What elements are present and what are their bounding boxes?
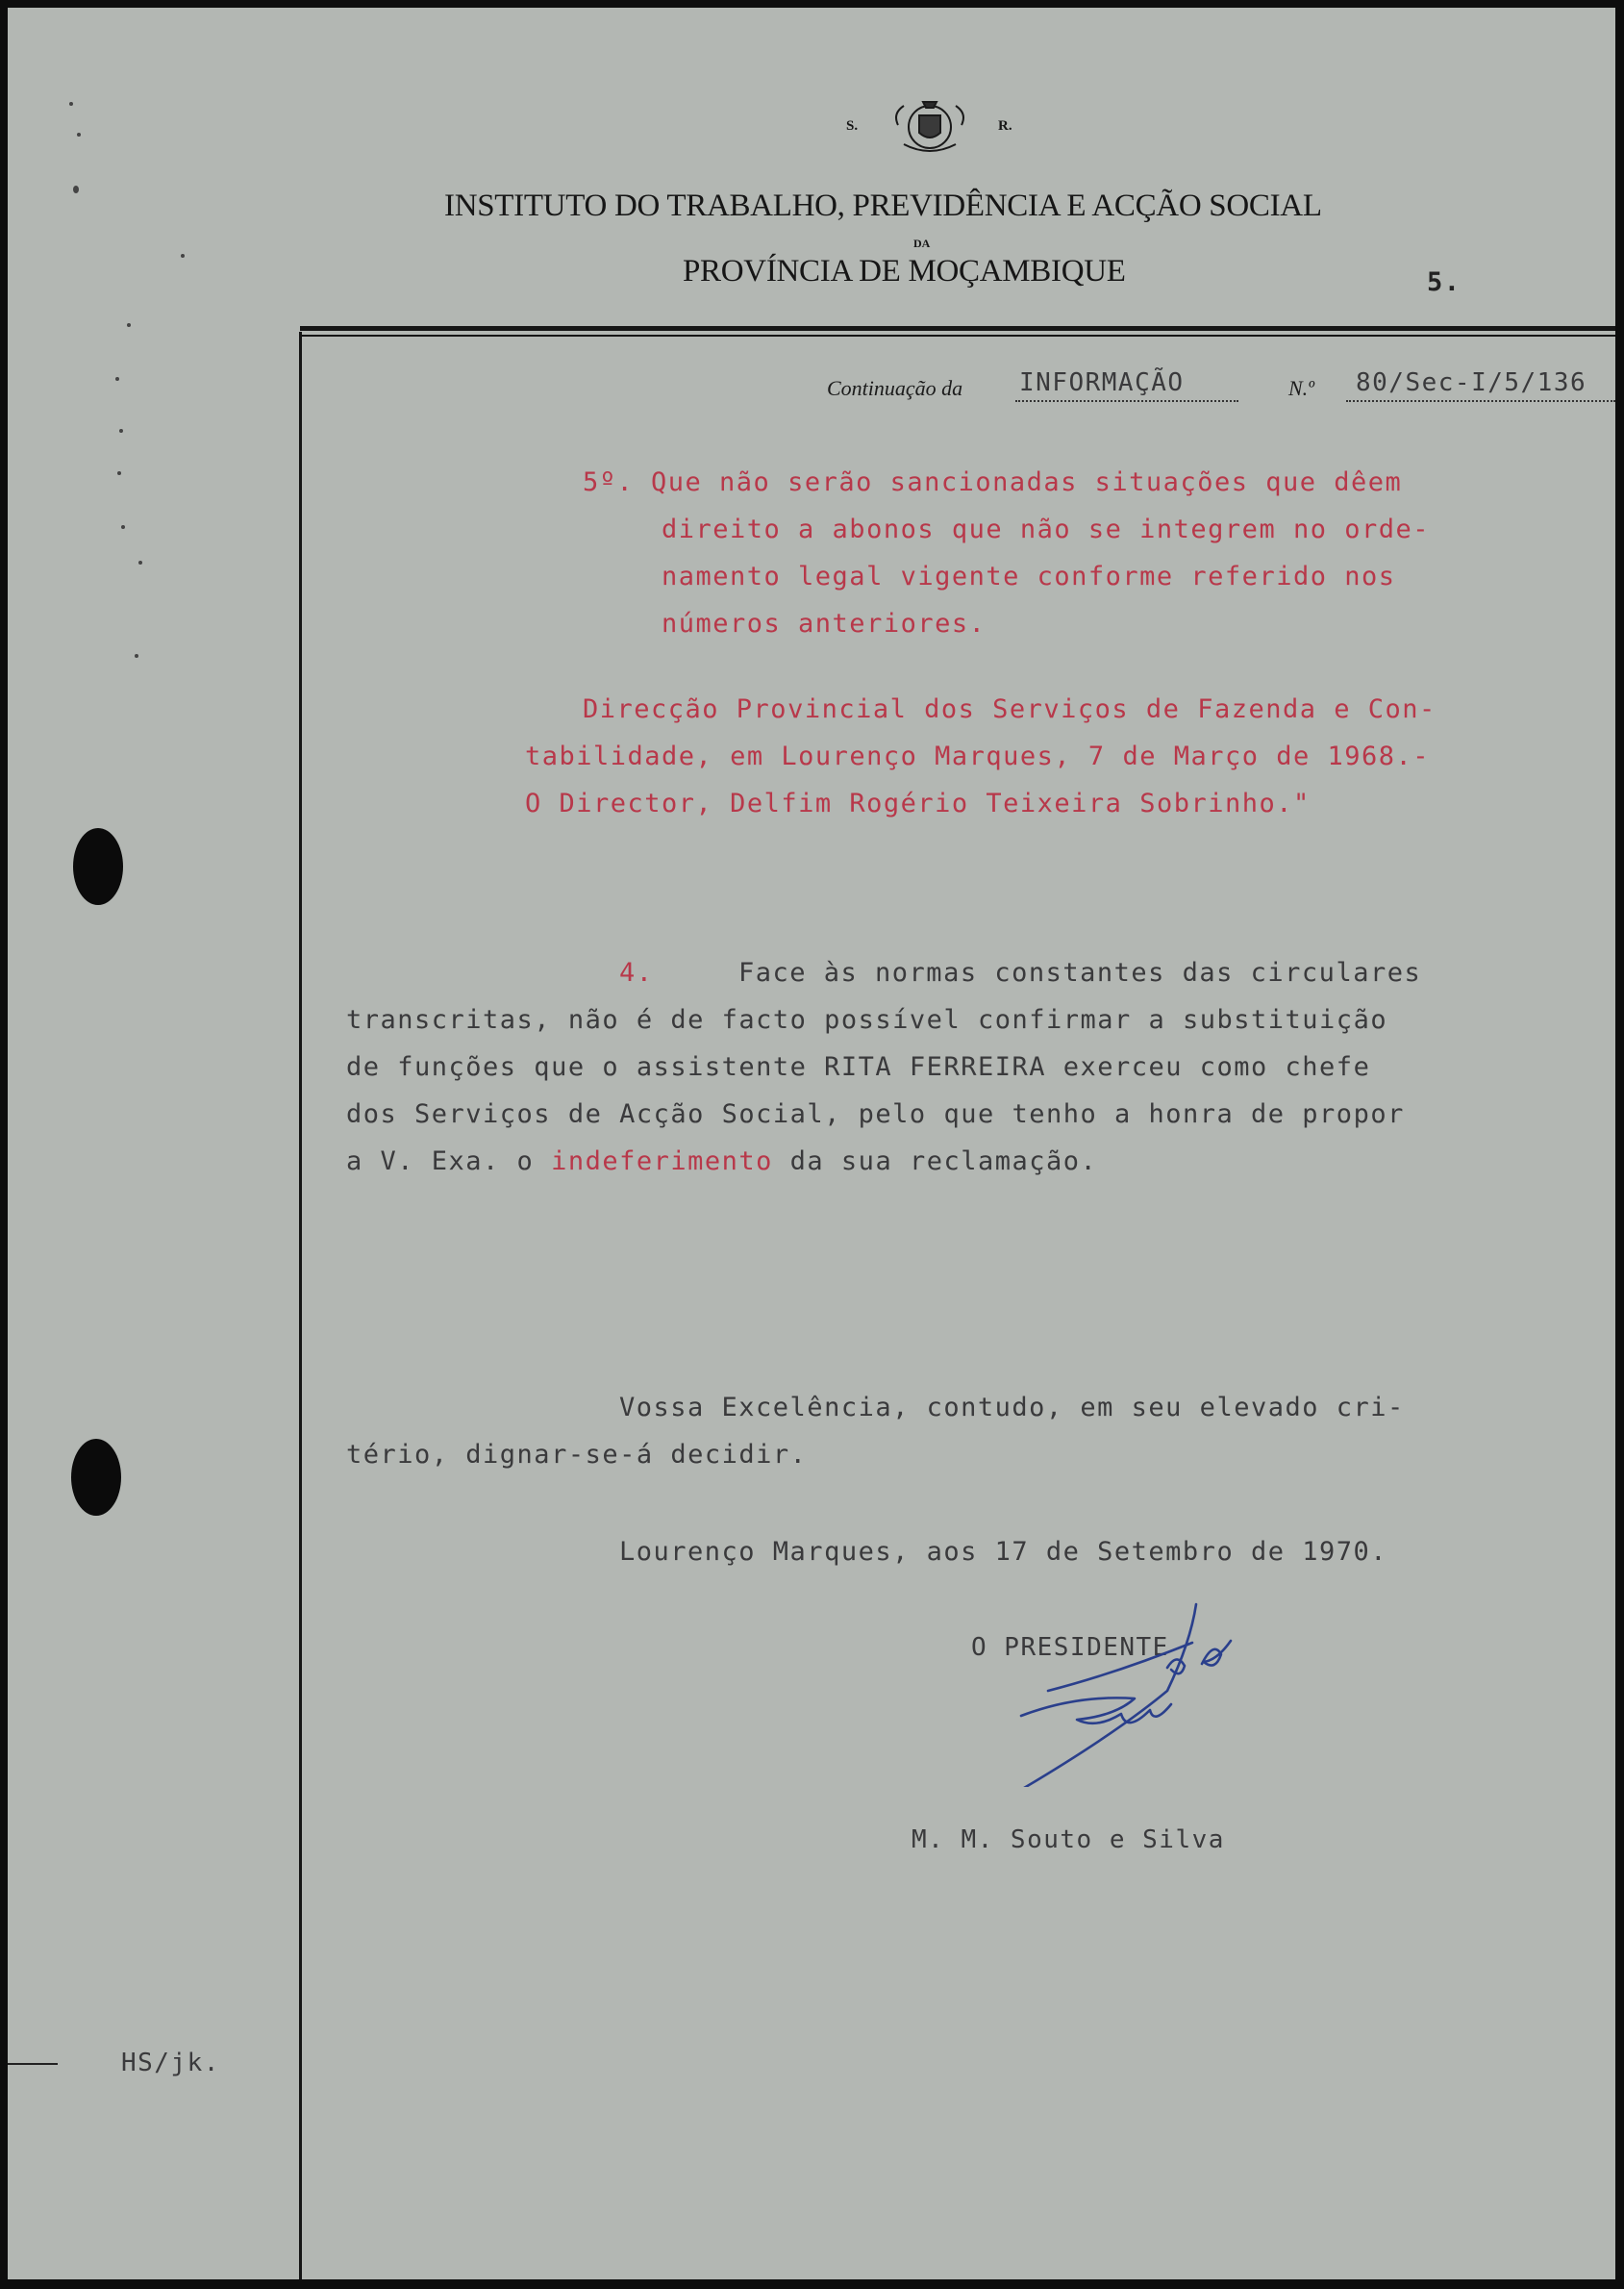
signatory-name: M. M. Souto e Silva (912, 1825, 1225, 1854)
document-page (8, 8, 1615, 2279)
number-label: N.º (1288, 376, 1314, 400)
letterhead-right-mark: R. (998, 118, 1012, 134)
date-line: Lourenço Marques, aos 17 de Setembro de 1970. (619, 1537, 1387, 1567)
paragraph-4-number: 4. (619, 958, 654, 988)
handwritten-signature (979, 1595, 1258, 1787)
quoted-item-line-1: 5º. Que não serão sancionadas situações que dêem (583, 467, 1403, 497)
letterhead-da: DA (913, 237, 931, 250)
coat-of-arms-icon (890, 96, 969, 158)
margin-rule (299, 332, 302, 2279)
paragraph-4-line-4: dos Serviços de Acção Social, pelo que tenho a honra de propor (346, 1099, 1405, 1129)
closing-line-2: tério, dignar-se-á decidir. (346, 1440, 808, 1470)
letterhead-rule-thick (300, 326, 1615, 331)
signature-title: O PRESIDENTE (971, 1633, 1169, 1662)
province-name: PROVÍNCIA DE MOÇAMBIQUE (683, 254, 1126, 289)
closing-line-1: Vossa Excelência, contudo, em seu elevado cri- (619, 1393, 1405, 1422)
institute-name: INSTITUTO DO TRABALHO, PREVIDÊNCIA E ACÇÃO SOCIAL (444, 189, 1322, 223)
quoted-item-line-2: direito a abonos que não se integrem no orde- (662, 515, 1430, 544)
punch-hole-top (73, 828, 123, 905)
quoted-signoff-line-3: O Director, Delfim Rogério Teixeira Sobrinho." (525, 789, 1311, 818)
reference-initials: HS/jk. (121, 2049, 220, 2077)
quoted-item-line-3: namento legal vigente conforme referido nos (662, 562, 1396, 591)
document-number: 80/Sec-I/5/136 (1356, 368, 1587, 397)
page-number: 5. (1427, 267, 1462, 297)
paragraph-4-line-5: a V. Exa. o indeferimento da sua reclamação. (346, 1146, 1098, 1176)
paragraph-4-line-2: transcritas, não é de facto possível confirmar a substituição (346, 1005, 1388, 1035)
document-type: INFORMAÇÃO (1019, 368, 1185, 397)
continuation-label: Continuação da (827, 376, 963, 400)
letterhead-left-mark: S. (846, 118, 859, 134)
quoted-signoff-line-2: tabilidade, em Lourenço Marques, 7 de Março de 1968.- (525, 742, 1431, 771)
quoted-item-line-4: números anteriores. (662, 609, 987, 639)
quoted-signoff-line-1: Direcção Provincial dos Serviços de Fazenda e Con- (583, 694, 1437, 724)
punch-hole-bottom (71, 1439, 121, 1516)
paragraph-4-line-3: de funções que o assistente RITA FERREIRA exerceu como chefe (346, 1052, 1371, 1082)
letterhead-rule-thin (300, 335, 1615, 337)
highlight-indeferimento: indeferimento (551, 1146, 773, 1176)
paragraph-4-line-1: Face às normas constantes das circulares (738, 958, 1422, 988)
